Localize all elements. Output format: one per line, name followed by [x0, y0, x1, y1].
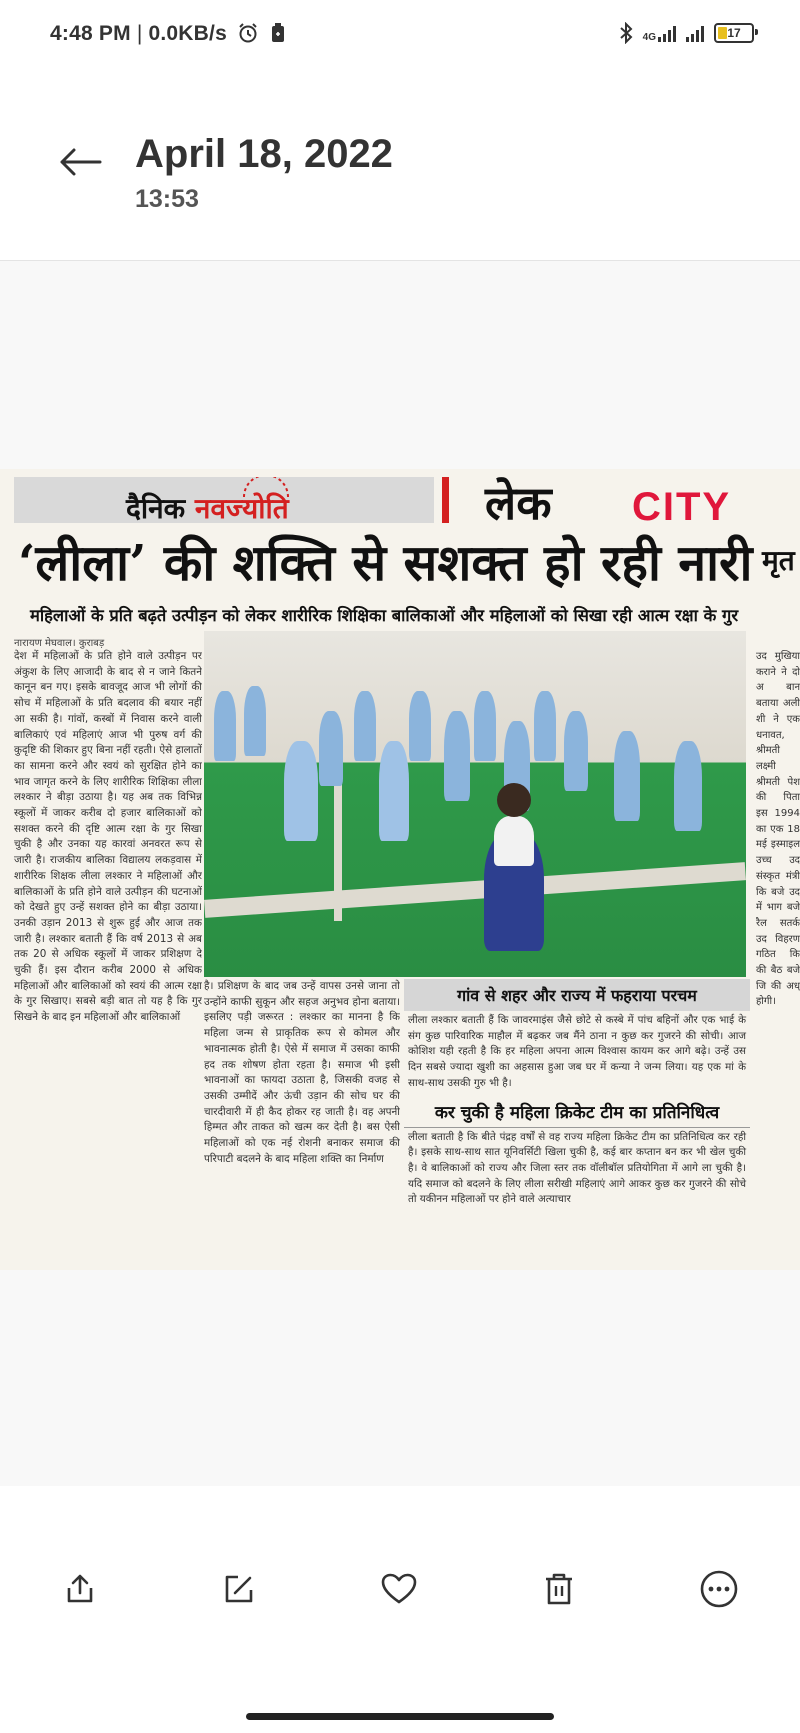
delete-button[interactable]: [536, 1566, 582, 1612]
sidebar-title-1: गांव से शहर और राज्य में फहराया परचम: [404, 979, 750, 1011]
back-button[interactable]: [55, 140, 105, 184]
article-byline: नारायण मेघवाल। कुराबड़: [14, 638, 105, 649]
photo-student: [614, 731, 640, 821]
article-sidebar-box: [404, 979, 750, 1269]
masthead-divider: [442, 477, 449, 523]
edit-icon: [222, 1572, 256, 1606]
photo-student: [564, 711, 588, 791]
photo-head: [497, 783, 531, 817]
photo-student: [284, 741, 318, 841]
photo-floor-stripe-2: [334, 771, 342, 921]
edit-button[interactable]: [216, 1566, 262, 1612]
photo-student: [214, 691, 236, 761]
network-type: 4G: [642, 32, 656, 43]
next-article-fragment: उद मुखिया कराने ने दो अ बान बताया अली शी ने एक धनावत, श्रीमती लक्ष्मी श्रीमती पेश की पिता इस 1994 का एक 18 मई इस्माइल उच्च उद संस्कृत मंत्री कि बजे उद में भाग बजे रैल सतर्क उद विहरण गठित कि की बैठ बजे जि की अध् होगी।: [756, 651, 800, 1008]
battery-saver-icon: [271, 23, 285, 43]
status-time: [50, 22, 285, 46]
article-subhead: महिलाओं के प्रति बढ़ते उत्पीड़न को लेकर शारीरिक शिक्षिका बालिकाओं और महिलाओं को सिखा रही आत्म रक्षा के गुर: [30, 606, 739, 625]
share-button[interactable]: [57, 1566, 103, 1612]
more-icon: [699, 1569, 739, 1609]
photo-floor-stripe: [204, 862, 746, 918]
article-column-1: देश में महिलाओं के प्रति होने वाले उत्पीड़न पर अंकुश के लिए आजादी के बाद से न जाने कितने कानून बन गए। इसके बावजूद आज भी लोगों की सोच में महिलाओं के प्रति बदलाव की बयार नहीं आ सकी है। गांवों, कस्बों में निवास करने वाली बालिकाएं एवं महिलाएं आज भी पुरुष वर्ग की कुदृष्टि की शिकार हुए बिना नहीं रहती। ऐसे हालातों का सामना करने और स्वयं को सुरक्षित होने का भाव जागृत करने के लिए शारीरिक शिक्षिका लीला लश्कार ने बीड़ा उठाया है। यह अब तक विभिन्न स्कूलों में जाकर करीब दो हजार बालिकाओं को सशक्त करने की दृष्टि आत्म रक्षा के गुर सिखा चुकी है और उनका यह कारवां अनवरत रूप से जारी है। राजकीय बालिका विद्यालय लकड़वास में शारीरिक शिक्षक लीला लश्कार ने महिलाओं और बालिकाओं के प्रति होने वाले उत्पीड़न की घटनाओं को देखते हुए उन्हें सशक्त होने का बीड़ा उठाया। उनकी उड़ान 2013 से शुरू हुई और आज तक जारी है। लश्कार बताती हैं कि वर्ष 2013 से अब तक 20 से अधिक स्कूलों में जाकर प्रशिक्षण दे चुकी हैं। इस दौरान करीब 2000 से अधिक महिलाओं और बालिकाओं को स्वयं की आत्म रक्षा के गुर सिखाए। सबसे बड़ी बात तो यह है कि गुर सिखने के बाद इन महिलाओं और बालिकाओं: [14, 650, 202, 1024]
photo-date: April 18, 2022: [135, 132, 393, 176]
newspaper-name-part1: दैनिक: [126, 492, 195, 525]
sidebar-text-2: लीला बताती है कि बीते पंद्रह वर्षों से वह राज्य महिला क्रिकेट टीम का प्रतिनिधित्व कर रही है। इसके साथ-साथ सात यूनिवर्सिटी खिला चुकी है, कई बार कप्तान बन कर भी खेल चुकी है। वे बालिकाओं को राज्य और जिला स्तर तक वॉलीबॉल प्रतियोगिता में आगे ला चुकी है। यदि समाज को बदलने के लिए लीला सरीखी महिलाएं आगे आकर कुछ कर गुजरने की सोचे तो यकीनन महिलाओं पर होने वाले अत्याचार: [408, 1130, 746, 1206]
battery-level: 17: [727, 26, 741, 40]
viewer-header: [0, 120, 800, 230]
photo-student: [319, 711, 343, 786]
sun-logo-icon: [236, 477, 296, 497]
article-column-2: है। प्रशिक्षण के बाद जब उन्हें वापस उनसे जाना तो उन्होंने काफी सुकून और सहज अनुभव होना बताया। इसलिए पड़ी जरूरत : लश्कार का मानना है कि महिला जन्म से प्राकृतिक रूप से कोमल और भावनात्मक होती है। ऐसे में समाज में उसका काफी हद तक शोषण होता रहता है। समाज भी इसी भावनाओं का फायदा उठाता है, जिसकी वजह से उसकी उम्मीदें और ऊंची उड़ान की सोच घर की चारदीवारी में ही कैद होकर रह जाती है। वह अपनी हिम्मत और ताकत को खत्म कर देती है। बस ऐसी महिलाओं को एक नई रोशनी बनाकर समाज की परिपाटी बदलने के बाद महिला शक्ति का निर्माण: [204, 980, 400, 1165]
photo-time: 13:53: [135, 185, 199, 213]
section-city: CITY: [632, 485, 732, 529]
photo-student: [674, 741, 702, 831]
battery-fill: [718, 27, 727, 39]
status-bar: [0, 0, 800, 76]
newspaper-name-part2: नवज्योति: [194, 492, 289, 525]
more-button[interactable]: [696, 1566, 742, 1612]
sidebar-title-2: कर चुकी है महिला क्रिकेट टीम का प्रतिनिधित्व: [404, 1100, 750, 1128]
photo-student: [534, 691, 556, 761]
separator: |: [136, 22, 149, 45]
trash-icon: [542, 1571, 576, 1607]
signal-4g: [643, 24, 676, 42]
back-arrow-icon: [58, 147, 102, 177]
photo-student: [354, 691, 376, 761]
photo-student: [379, 741, 409, 841]
newspaper-clipping[interactable]: [0, 469, 800, 1270]
network-speed: 0.0KB/s: [148, 22, 227, 45]
clock-time: 4:48 PM: [50, 22, 131, 45]
photo-student: [474, 691, 496, 761]
photo-student: [244, 686, 266, 756]
article-photo: [204, 631, 746, 977]
share-icon: [63, 1572, 97, 1606]
section-name: लेक: [485, 476, 552, 530]
alarm-icon: [237, 22, 259, 44]
photo-student: [409, 691, 431, 761]
status-icons: [619, 22, 754, 44]
bluetooth-icon: [619, 22, 633, 44]
heart-icon: [380, 1572, 418, 1606]
photo-student: [444, 711, 470, 801]
photo-student: [494, 816, 534, 866]
favorite-button[interactable]: [376, 1566, 422, 1612]
battery-icon: [714, 23, 754, 43]
signal-bars-icon-2: [686, 24, 704, 42]
sidebar-text-1: लीला लश्कार बताती हैं कि जावरमाइंस जैसे छोटे से कस्बे में पांच बहिनों और एक भाई के संग कुछ पारिवारिक माहौल में बढ़कर जब मैंने ठाना न कुछ कर गुजरने की सोची। आज कोशिश यही रहती है कि हर महिला अपना आत्म विश्वास कायम कर आगे बढ़े। उन्हें उस दिन सबसे ज्यादा खुशी का अहसास हुआ जब घर में कन्या ने जन्म लिया। यह एक मां के साथ-साथ उसकी गुरु भी है।: [408, 1014, 746, 1089]
next-headline-fragment: मृत: [762, 544, 795, 577]
article-headline: ‘लीला’ की शक्ति से सशक्त हो रही नारी: [18, 533, 753, 592]
newspaper-masthead: [14, 477, 434, 523]
signal-bars-icon: [658, 24, 676, 42]
bottom-toolbar: [0, 1486, 800, 1676]
home-indicator[interactable]: [246, 1713, 554, 1720]
